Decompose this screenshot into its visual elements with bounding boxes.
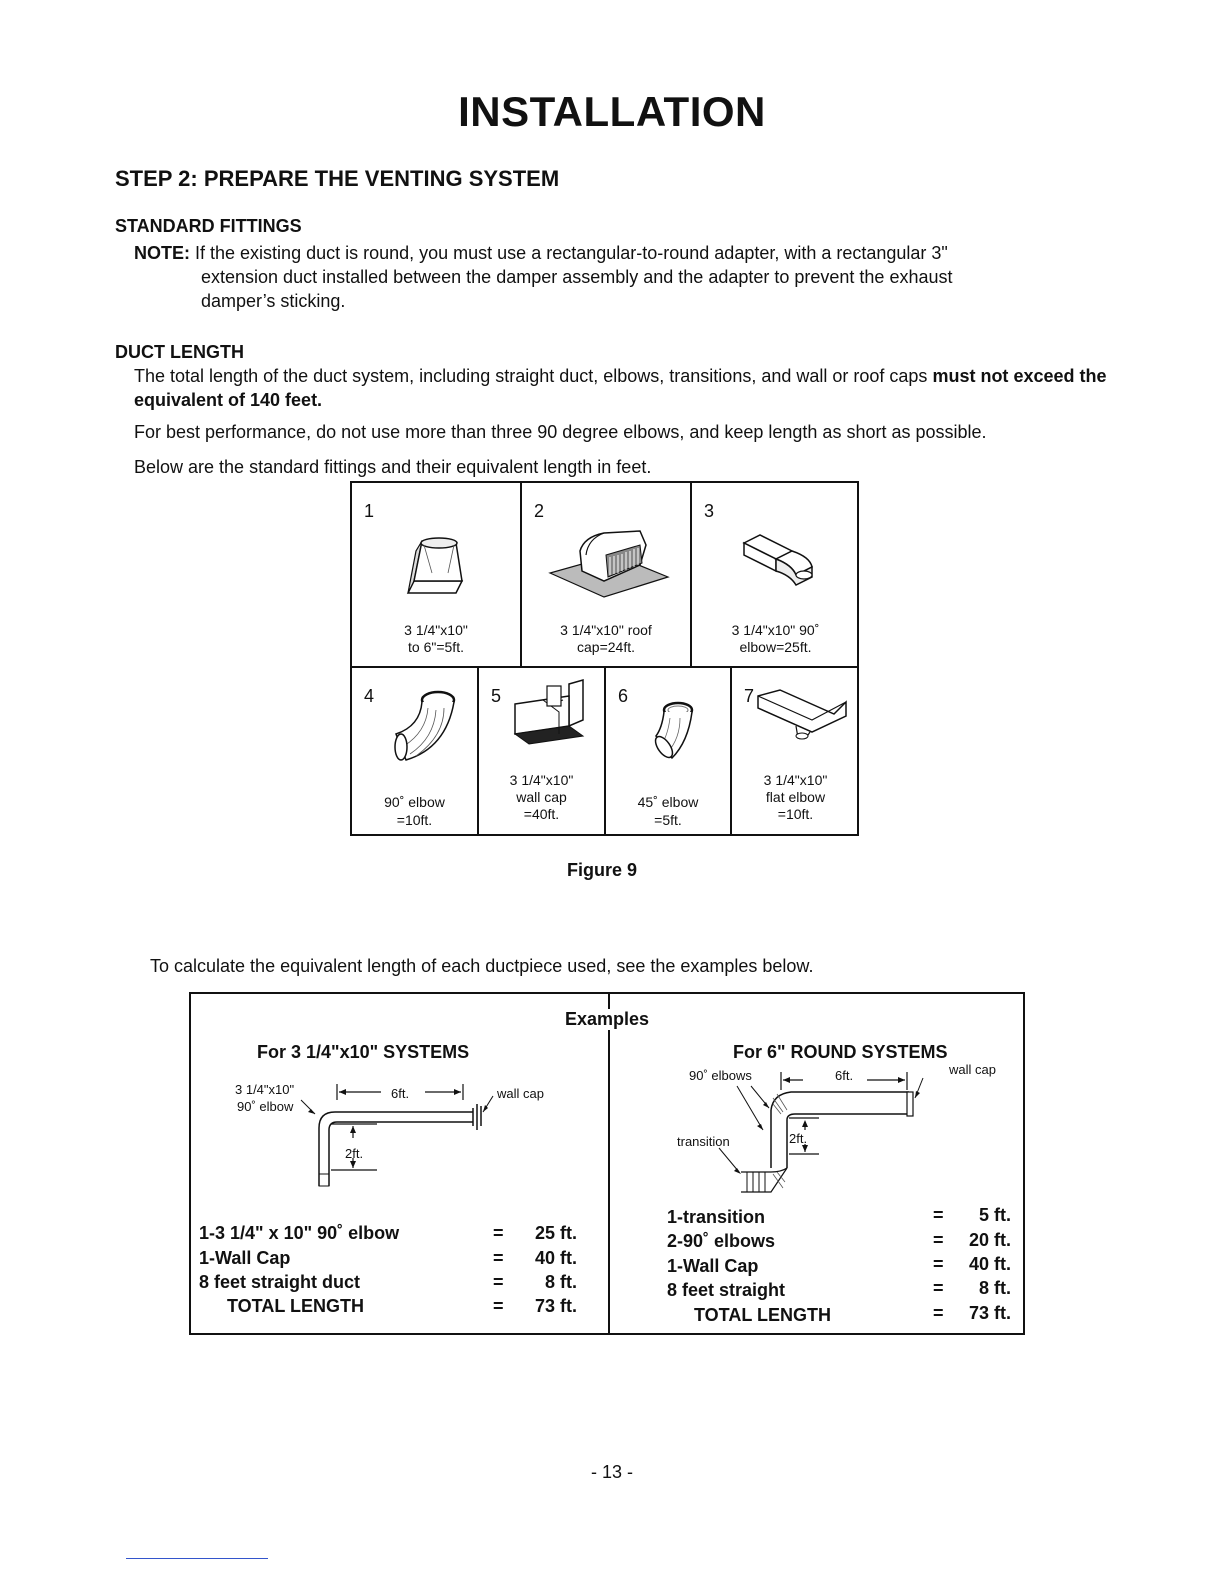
right-duct-diagram [711,1068,941,1198]
fitting-caption-line1: 3 1/4"x10" [763,772,828,788]
left-label-wall-cap: wall cap [497,1086,544,1101]
fitting-caption-line1: 3 1/4"x10" [509,772,574,788]
right-label-transition: transition [677,1134,730,1149]
fitting-caption-line3: =10ft. [777,806,814,822]
fitting-caption-line2: elbow=25ft. [739,639,812,655]
left-total-val: 73 ft. [534,1296,577,1316]
left-label-elbow-2: 90˚ elbow [237,1099,294,1114]
left-row-eq: = [493,1296,504,1316]
fitting-cell-6 [606,668,730,836]
fitting-cell-5 [479,668,604,836]
page-title: INSTALLATION [458,88,766,135]
fitting-caption-line2: =10ft. [396,812,433,828]
rect-to-round-transition-icon [398,533,468,603]
fitting-caption-line2: to 6"=5ft. [408,639,464,655]
right-system-title: For 6" ROUND SYSTEMS [733,1042,948,1062]
left-row-eq: = [493,1248,504,1268]
left-row-eq: = [493,1223,504,1243]
fitting-number: 5 [491,686,502,706]
left-label-2ft: 2ft. [345,1146,364,1161]
wall-cap-icon [507,678,587,750]
page-number: - 13 - [590,1462,633,1482]
left-total-label: TOTAL LENGTH [227,1296,364,1316]
right-label-elbows: 90˚ elbows [689,1068,752,1083]
fitting-caption-line1: 45˚ elbow [637,794,699,810]
right-row-item: 1-transition [667,1207,766,1227]
left-duct-diagram [301,1082,501,1192]
fitting-caption-line1: 3 1/4"x10" roof [560,622,652,638]
note-line-1: If the existing duct is round, you must use a rectangular-to-round adapter, with a rectangular 3" [195,243,948,263]
note-line-3: damper’s sticking. [201,291,346,311]
fitting-number: 3 [704,501,715,521]
duct-para1-bold2: exceed the equivalent of 140 feet. [134,366,1107,410]
note-line-2: extension duct installed between the damper assembly and the adapter to prevent the exhaust [201,267,953,287]
fitting-caption-line3: =40ft. [523,806,560,822]
fitting-number: 1 [364,501,375,521]
duct-para1-text: The total length of the duct system, including straight duct, elbows, transitions, and wall or roof caps [134,366,928,386]
right-label-6ft: 6ft. [835,1068,854,1083]
right-label-wall-cap: wall cap [949,1062,996,1077]
left-row-item: 1-Wall Cap [199,1248,291,1268]
right-row-val: 8 ft. [978,1278,1011,1298]
right-label-2ft: 2ft. [789,1131,808,1146]
calc-intro: To calculate the equivalent length of each ductpiece used, see the examples below. [150,956,814,976]
right-row-eq: = [933,1254,944,1274]
left-row-val: 40 ft. [534,1248,577,1268]
left-row-val: 25 ft. [534,1223,577,1243]
round-90-elbow-icon [390,686,460,766]
fitting-cell-4 [352,668,477,836]
right-row-item: 1-Wall Cap [667,1256,759,1276]
examples-heading: Examples [565,1009,650,1029]
fitting-cell-1 [352,483,520,666]
left-row-val: 8 ft. [544,1272,577,1292]
right-row-eq: = [933,1303,944,1323]
right-total-label: TOTAL LENGTH [694,1305,831,1325]
fitting-caption-line2: =5ft. [654,812,682,828]
left-row-item: 8 feet straight duct [199,1272,361,1292]
right-row-eq: = [933,1278,944,1298]
left-label-elbow-1: 3 1/4"x10" [235,1082,295,1097]
fitting-number: 7 [744,686,755,706]
fittings-figure [350,481,859,836]
left-label-6ft: 6ft. [391,1086,410,1101]
fitting-caption-line1: 3 1/4"x10" 90˚ [731,622,820,638]
right-total-val: 73 ft. [968,1303,1011,1323]
right-row-val: 20 ft. [968,1230,1011,1250]
rect-elbow-icon [740,529,820,589]
duct-length-para2: For best performance, do not use more than three 90 degree elbows, and keep length as short as possible. [134,422,987,442]
right-row-val: 40 ft. [968,1254,1011,1274]
step-heading: STEP 2: PREPARE THE VENTING SYSTEM [115,166,560,191]
fitting-cell-7 [732,668,859,836]
flat-elbow-icon [754,688,850,752]
duct-length-para3: Below are the standard fittings and their equivalent length in feet. [134,457,652,477]
footnote-rule [126,1558,268,1559]
note-label: NOTE: [134,243,190,263]
roof-cap-icon [544,521,674,601]
note-block [134,241,948,265]
duct-length-para1 [134,364,1114,412]
examples-divider [608,994,610,1333]
fitting-cell-2 [522,483,690,666]
right-row-eq: = [933,1205,944,1225]
duct-length-heading: DUCT LENGTH [115,342,244,362]
fitting-caption-line2: wall cap [516,789,567,805]
left-system-title: For 3 1/4"x10" SYSTEMS [257,1042,470,1062]
fitting-number: 6 [618,686,629,706]
left-row-eq: = [493,1272,504,1292]
duct-para1-bold1: must not [932,366,1009,386]
round-45-elbow-icon [650,698,700,768]
fitting-caption-line2: cap=24ft. [577,639,635,655]
standard-fittings-heading: STANDARD FITTINGS [115,216,302,236]
fitting-cell-3 [692,483,859,666]
fitting-caption-line1: 3 1/4"x10" [404,622,468,638]
right-row-val: 5 ft. [978,1205,1011,1225]
right-row-item: 8 feet straight [667,1280,786,1300]
fitting-number: 2 [534,501,545,521]
right-row-eq: = [933,1230,944,1250]
left-row-item: 1-3 1/4" x 10" 90˚ elbow [199,1223,400,1243]
fitting-caption-line1: 90˚ elbow [384,794,445,810]
examples-box [189,992,1025,1335]
right-row-item: 2-90˚ elbows [667,1231,776,1251]
fitting-caption-line2: flat elbow [765,789,826,805]
fitting-number: 4 [364,686,375,706]
figure-caption: Figure 9 [566,860,637,880]
